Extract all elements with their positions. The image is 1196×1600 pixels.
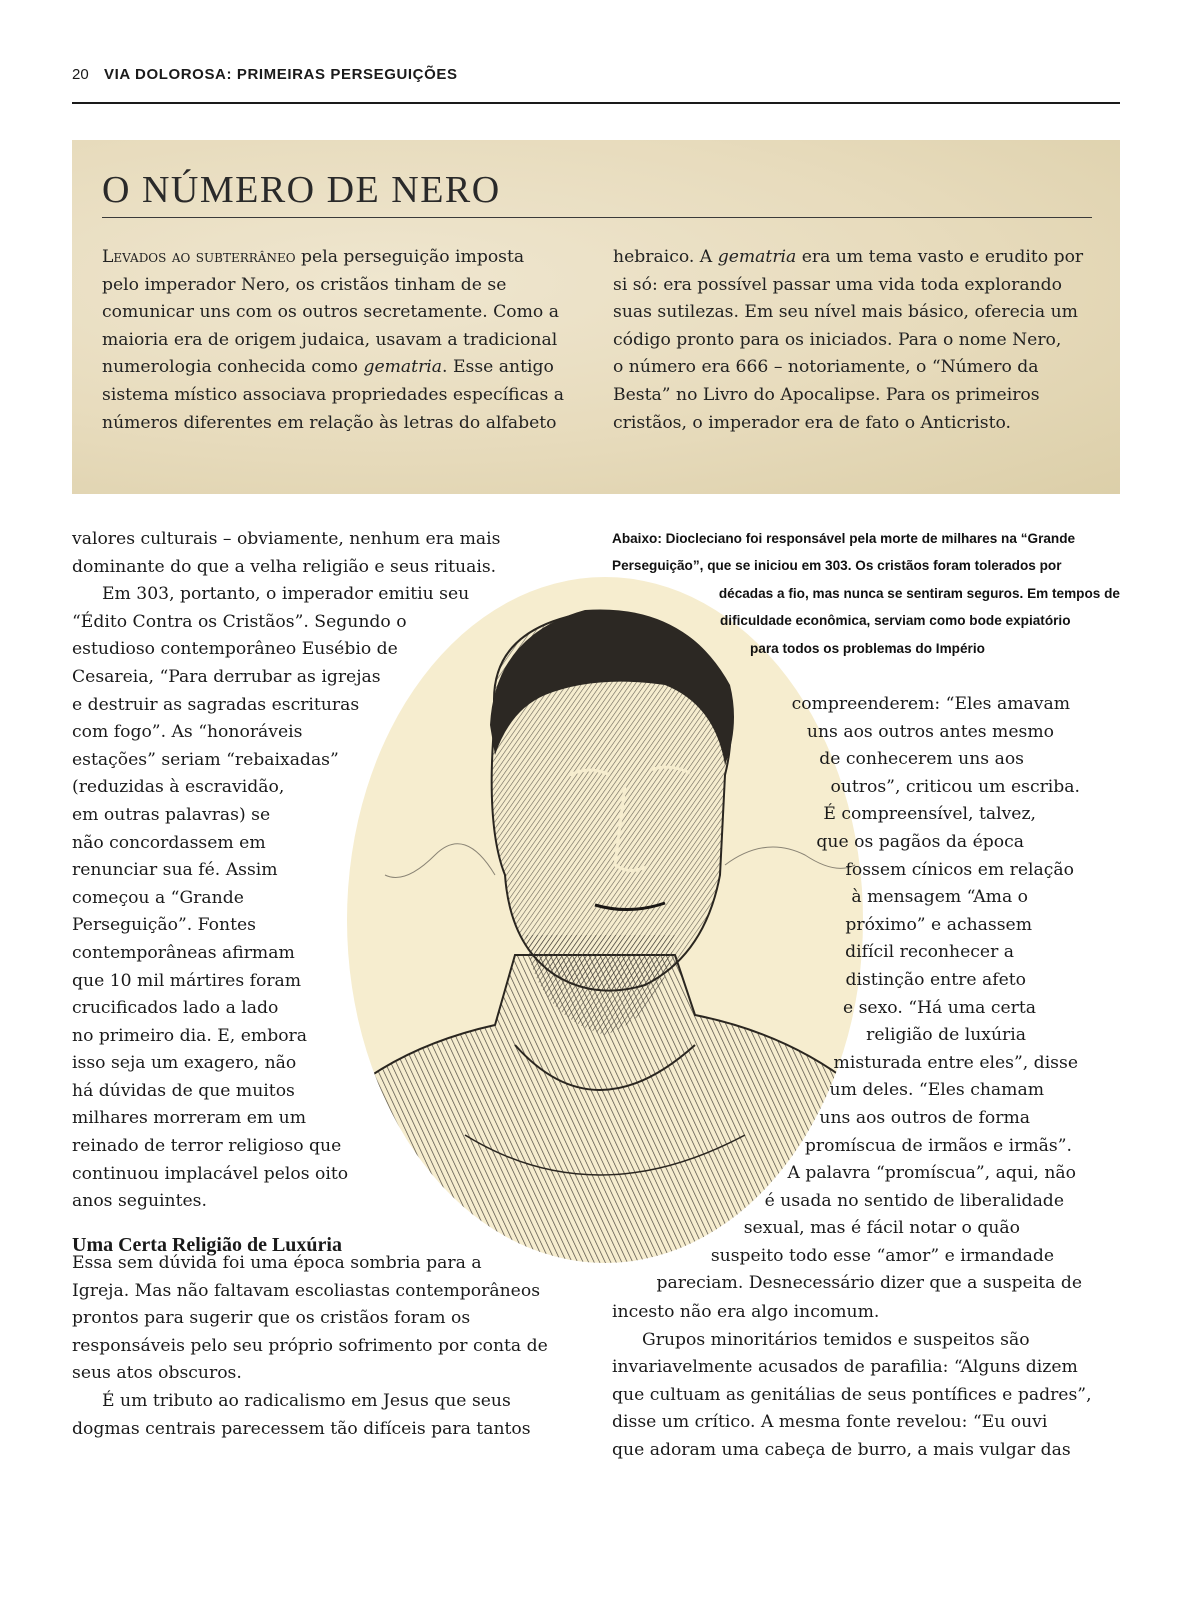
gematria-term: gematria: [717, 247, 797, 267]
body-line: Igreja. Mas não faltavam escoliastas contemporâneos: [72, 1280, 541, 1301]
caption-line: Perseguição”, que se iniciou em 303. Os cristãos foram tolerados por: [612, 558, 1062, 574]
caption-line: dificuldade econômica, serviam como bode expiatório: [720, 613, 1071, 629]
body-column-right: [612, 691, 1122, 1298]
sidebar-line: pelo imperador Nero, os cristãos tinham de se: [102, 274, 507, 295]
body-line: crucificados lado a lado: [72, 998, 279, 1019]
body-line: em outras palavras) se: [72, 804, 271, 825]
sidebar-line: código pronto para os iniciados. Para o nome Nero,: [613, 329, 1062, 350]
body-line: que adoram uma cabeça de burro, a mais vulgar das: [612, 1439, 1071, 1460]
body-line: isso seja um exagero, não: [72, 1053, 297, 1074]
sidebar-line: suas sutilezas. Em seu nível mais básico, oferecia um: [613, 302, 1078, 323]
body-line: começou a “Grande: [72, 887, 244, 908]
body-line: seus atos obscuros.: [72, 1363, 242, 1384]
body-line: que os pagãos da época: [816, 831, 1024, 852]
running-title: VIA DOLOROSA: PRIMEIRAS PERSEGUIÇÕES: [104, 66, 458, 83]
sidebar-rule: [102, 217, 1092, 218]
body-line: milhares morreram em um: [72, 1108, 307, 1129]
body-line: Em 303, portanto, o imperador emitiu seu: [102, 584, 470, 605]
sidebar-line: numerologia conhecida como gematria. Esse antigo: [102, 357, 554, 378]
body-line: suspeito todo esse “amor” e irmandade: [710, 1245, 1054, 1266]
body-line: (reduzidas à escravidão,: [72, 777, 285, 798]
sidebar-title: O NÚMERO DE NERO: [102, 169, 501, 211]
body-line: pareciam. Desnecessário dizer que a suspeita de: [656, 1273, 1082, 1294]
body-line: de conhecerem uns aos: [819, 749, 1024, 770]
body-line: renunciar sua fé. Assim: [72, 860, 278, 881]
body-column-right-lower: [612, 1299, 1122, 1465]
body-line: é usada no sentido de liberalidade: [764, 1190, 1064, 1211]
page-number: 20: [72, 66, 89, 83]
body-line: disse um crítico. A mesma fonte revelou: “Eu ouvi: [612, 1412, 1048, 1433]
body-line: valores culturais – obviamente, nenhum era mais: [72, 529, 501, 549]
caption-line: para todos os problemas do Império: [750, 640, 985, 656]
sidebar-box: [72, 140, 1120, 494]
body-line: no primeiro dia. E, embora: [72, 1025, 308, 1046]
sidebar-column-2: [613, 244, 1084, 437]
sidebar-line: si só: era possível passar uma vida toda explorando: [613, 274, 1063, 295]
body-line: à mensagem “Ama o: [851, 887, 1028, 908]
body-line: próximo” e achassem: [845, 914, 1032, 935]
body-line: que cultuam as genitálias de seus pontífices e padres”,: [612, 1384, 1092, 1405]
body-line: dominante do que a velha religião e seus rituais.: [72, 556, 497, 577]
image-caption: [612, 525, 1120, 662]
body-line: um deles. “Eles chamam: [829, 1080, 1044, 1101]
body-line: contemporâneas afirmam: [72, 942, 295, 963]
body-line: sexual, mas é fácil notar o quão: [743, 1218, 1020, 1239]
body-line: reinado de terror religioso que: [72, 1136, 342, 1157]
body-line: outros”, criticou um escriba.: [830, 776, 1080, 797]
body-line: fossem cínicos em relação: [845, 859, 1074, 880]
body-line: que 10 mil mártires foram: [72, 970, 302, 991]
body-line: e destruir as sagradas escrituras: [72, 694, 360, 715]
sidebar-lead: Levados ao subterrâneo: [102, 247, 296, 267]
running-header: [72, 62, 1120, 104]
sidebar-line: hebraico. A gematria era um tema vasto e erudito por: [613, 247, 1084, 267]
gematria-term: gematria: [363, 357, 443, 378]
body-line: difícil reconhecer a: [845, 942, 1014, 963]
body-line: estações” seriam “rebaixadas”: [72, 749, 339, 770]
body-line: anos seguintes.: [72, 1191, 207, 1212]
body-line: há dúvidas de que muitos: [72, 1080, 295, 1101]
sidebar-line: maioria era de origem judaica, usavam a tradicional: [102, 329, 558, 350]
sidebar-line: cristãos, o imperador era de fato o Anticristo.: [613, 412, 1012, 433]
sidebar-line: comunicar uns com os outros secretamente. Como a: [102, 302, 559, 323]
sidebar-column-1: [102, 244, 565, 437]
body-line: prontos para sugerir que os cristãos foram os: [72, 1308, 471, 1329]
body-line: dogmas centrais parecessem tão difíceis para tantos: [72, 1418, 531, 1439]
body-line: responsáveis pelo seu próprio sofrimento por conta de: [72, 1335, 548, 1356]
body-line: É um tributo ao radicalismo em Jesus que seus: [102, 1390, 511, 1411]
body-column-left-lower: [72, 1250, 572, 1443]
body-line: Essa sem dúvida foi uma época sombria para a: [72, 1253, 482, 1273]
body-line: uns aos outros antes mesmo: [806, 721, 1054, 742]
sidebar-line: Levados ao subterrâneo pela perseguição imposta: [102, 247, 525, 267]
sidebar-line: o número era 666 – notoriamente, o “Número da: [613, 357, 1039, 378]
body-line: misturada entre eles”, disse: [833, 1052, 1078, 1073]
body-line: uns aos outros de forma: [819, 1107, 1030, 1128]
body-line: A palavra “promíscua”, aqui, não: [787, 1163, 1076, 1184]
body-line: com fogo”. As “honoráveis: [72, 722, 303, 743]
body-line: Grupos minoritários temidos e suspeitos são: [642, 1329, 1030, 1350]
body-line: não concordassem em: [72, 832, 266, 853]
sidebar-line: números diferentes em relação às letras do alfabeto: [102, 412, 557, 433]
body-line: promíscua de irmãos e irmãs”.: [804, 1135, 1072, 1156]
body-line: incesto não era algo incomum.: [612, 1302, 880, 1322]
body-line: estudioso contemporâneo Eusébio de: [72, 639, 398, 660]
body-column-left: [72, 526, 572, 1216]
body-line: “Édito Contra os Cristãos”. Segundo o: [72, 611, 407, 632]
body-line: distinção entre afeto: [845, 969, 1026, 990]
sidebar-line: Besta” no Livro do Apocalipse. Para os primeiros: [613, 384, 1040, 405]
body-line: invariavelmente acusados de parafilia: “Alguns dizem: [612, 1357, 1078, 1378]
body-line: É compreensível, talvez,: [823, 804, 1036, 825]
body-line: e sexo. “Há uma certa: [842, 997, 1036, 1018]
body-line: continuou implacável pelos oito: [72, 1163, 349, 1184]
body-line: Perseguição”. Fontes: [72, 915, 256, 936]
body-line: Cesareia, “Para derrubar as igrejas: [72, 666, 381, 687]
body-line: religião de luxúria: [866, 1025, 1026, 1046]
sidebar-line: sistema místico associava propriedades específicas a: [102, 384, 565, 405]
body-line: compreenderem: “Eles amavam: [791, 694, 1070, 714]
caption-line: Abaixo: Diocleciano foi responsável pela morte de milhares na “Grande: [612, 531, 1076, 546]
section-subheading: Uma Certa Religião de Luxúria: [72, 1234, 342, 1256]
caption-line: décadas a fio, mas nunca se sentiram seguros. Em tempos de: [718, 585, 1120, 601]
